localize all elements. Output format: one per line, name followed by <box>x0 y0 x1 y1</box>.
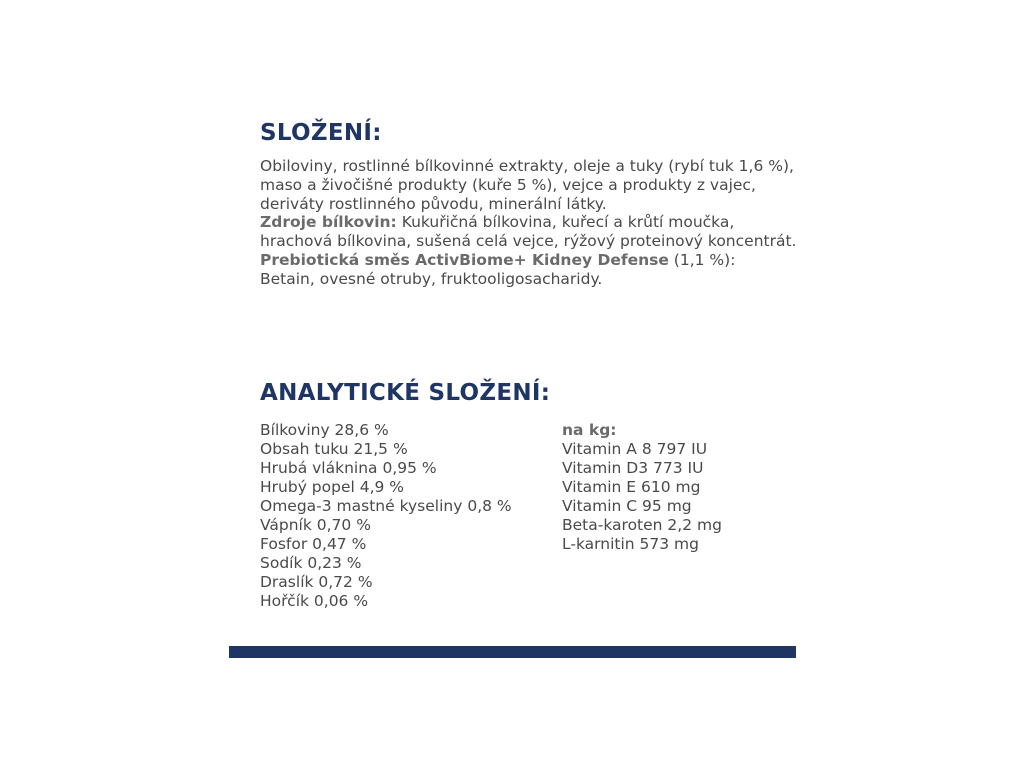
list-item: Fosfor 0,47 % <box>260 535 367 553</box>
composition-heading: SLOŽENÍ: <box>260 120 382 146</box>
list-item: Vitamin C 95 mg <box>562 497 692 515</box>
composition-ingredients: Obiloviny, rostlinné bílkovinné extrakty, oleje a tuky (rybí tuk 1,6 %), maso a živočišné produkty (kuře 5 %), vejce a produkty z vajec, deriváty rostlinného původu, minerální látky. <box>260 157 794 213</box>
list-item: Hrubý popel 4,9 % <box>260 478 405 496</box>
protein-sources-label: Zdroje bílkovin: <box>260 213 397 232</box>
protein-sources-text: Kukuřičná bílkovina, kuřecí a krůtí moučka, hrachová bílkovina, sušená celá vejce, rýžový proteinový koncentrát. <box>260 213 797 251</box>
prebiotic-percentage: (1,1 %): <box>668 250 736 269</box>
list-item: Vápník 0,70 % <box>260 516 371 534</box>
analytic-heading: ANALYTICKÉ SLOŽENÍ: <box>260 380 551 406</box>
prebiotic-label: Prebiotická směs ActivBiome+ Kidney Defense <box>260 250 669 269</box>
list-item: Omega-3 mastné kyseliny 0,8 % <box>260 497 512 515</box>
list-item: Vitamin E 610 mg <box>562 478 701 496</box>
composition-text <box>260 157 800 289</box>
list-item: Bílkoviny 28,6 % <box>260 421 389 439</box>
list-item: Draslík 0,72 % <box>260 573 373 591</box>
list-item: Vitamin A 8 797 IU <box>562 440 708 458</box>
prebiotic-text: Betain, ovesné otruby, fruktooligosacharidy. <box>260 269 603 288</box>
list-item: Sodík 0,23 % <box>260 554 362 572</box>
list-item: Hořčík 0,06 % <box>260 592 369 610</box>
analytic-right-column <box>562 421 722 554</box>
analytic-left-column <box>260 421 512 611</box>
list-item: L-karnitin 573 mg <box>562 535 699 553</box>
footer-divider-bar <box>229 646 796 658</box>
list-item: Obsah tuku 21,5 % <box>260 440 408 458</box>
per-kg-heading: na kg: <box>562 421 617 439</box>
list-item: Hrubá vláknina 0,95 % <box>260 459 437 477</box>
list-item: Beta-karoten 2,2 mg <box>562 516 722 534</box>
list-item: Vitamin D3 773 IU <box>562 459 704 477</box>
